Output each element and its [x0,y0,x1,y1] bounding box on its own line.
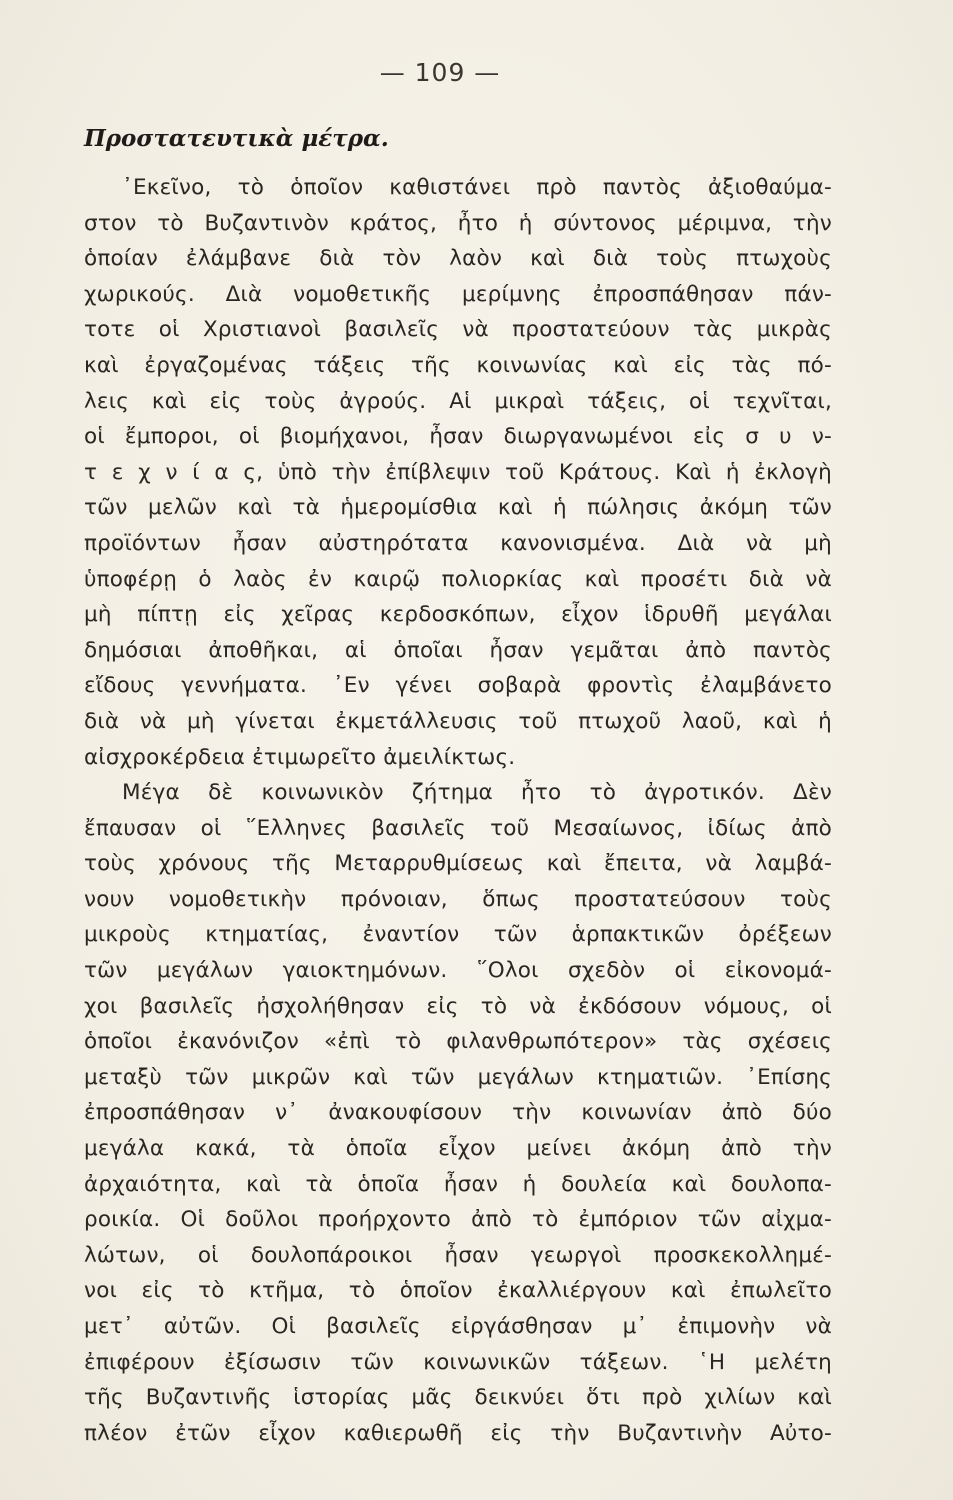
text-line: Μέγα δὲ κοινωνικὸν ζήτημα ἦτο τὸ ἀγροτικόν. Δὲν [122,780,832,806]
text-line: ὁποίαν ἐλάμβανε διὰ τὸν λαὸν καὶ διὰ τοὺς πτωχοὺς [84,246,832,272]
text-line: μεγάλα κακά, τὰ ὁποῖα εἶχον μείνει ἀκόμη ἀπὸ τὴν [84,1136,832,1162]
text-line: χοι βασιλεῖς ἠσχολήθησαν εἰς τὸ νὰ ἐκδόσουν νόμους, οἱ [84,993,832,1019]
text-line: προϊόντων ἦσαν αὐστηρότατα κανονισμένα. Διὰ νὰ μὴ [84,530,832,556]
body-text [84,170,832,1451]
text-line: νουν νομοθετικὴν πρόνοιαν, ὅπως προστατεύσουν τοὺς [84,886,832,912]
section-title: Προστατευτικὰ μέτρα. [84,125,389,152]
page-number: — 109 — [379,58,501,87]
text-line: ὑποφέρῃ ὁ λαὸς ἐν καιρῷ πολιορκίας καὶ προσέτι διὰ νὰ [84,566,832,592]
text-line: ἔπαυσαν οἱ ῞Ελληνες βασιλεῖς τοῦ Μεσαίωνος, ἰδίως ἀπὸ [84,815,832,841]
text-line: μὴ πίπτῃ εἰς χεῖρας κερδοσκόπων, εἶχον ἱδρυθῆ μεγάλαι [84,602,832,628]
text-line: τοὺς χρόνους τῆς Μεταρρυθμίσεως καὶ ἔπειτα, νὰ λαμβά- [84,851,832,877]
text-line: ὁποῖοι ἐκανόνιζον «ἐπὶ τὸ φιλανθρωπότερον» τὰς σχέσεις [84,1029,832,1055]
text-line: ἐπροσπάθησαν ν᾿ ἀνακουφίσουν τὴν κοινωνίαν ἀπὸ δύο [84,1100,832,1126]
text-line: χωρικούς. Διὰ νομοθετικῆς μερίμνης ἐπροσπάθησαν πάν- [84,281,832,307]
text-line: ἀρχαιότητα, καὶ τὰ ὁποῖα ἦσαν ἡ δουλεία καὶ δουλοπα- [84,1171,832,1197]
text-line: πλέον ἐτῶν εἶχον καθιερωθῆ εἰς τὴν Βυζαντινὴν Αὐτο- [84,1420,832,1446]
text-line: οἱ ἔμποροι, οἱ βιομήχανοι, ἦσαν διωργανωμένοι εἰς σ υ ν- [84,424,832,450]
text-line: τοτε οἱ Χριστιανοὶ βασιλεῖς νὰ προστατεύουν τὰς μικρὰς [84,317,832,343]
text-line: τ ε χ ν ί α ς, ὑπὸ τὴν ἐπίβλεψιν τοῦ Κράτους. Καὶ ἡ ἐκλογὴ [84,459,832,485]
text-line: νοι εἰς τὸ κτῆμα, τὸ ὁποῖον ἐκαλλιέργουν καὶ ἐπωλεῖτο [84,1278,832,1304]
text-line: ροικία. Οἱ δοῦλοι προήρχοντο ἀπὸ τὸ ἐμπόριον τῶν αἰχμα- [84,1207,832,1233]
text-line: λεις καὶ εἰς τοὺς ἀγρούς. Αἱ μικραὶ τάξεις, οἱ τεχνῖται, [84,388,832,414]
text-line: λώτων, οἱ δουλοπάροικοι ἦσαν γεωργοὶ προσκεκολλημέ- [84,1242,832,1268]
text-line: ἐπιφέρουν ἐξίσωσιν τῶν κοινωνικῶν τάξεων. ῾Η μελέτη [84,1349,832,1375]
text-line: μεταξὺ τῶν μικρῶν καὶ τῶν μεγάλων κτηματιῶν. ᾿Επίσης [84,1064,832,1090]
text-line: διὰ νὰ μὴ γίνεται ἐκμετάλλευσις τοῦ πτωχοῦ λαοῦ, καὶ ἡ [84,708,832,734]
text-line: καὶ ἐργαζομένας τάξεις τῆς κοινωνίας καὶ εἰς τὰς πό- [84,352,832,378]
text-line: ᾿Εκεῖνο, τὸ ὁποῖον καθιστάνει πρὸ παντὸς ἀξιοθαύμα- [122,175,832,200]
text-line: τῶν μελῶν καὶ τὰ ἡμερομίσθια καὶ ἡ πώλησις ἀκόμη τῶν [84,495,832,521]
text-line: αἰσχροκέρδεια ἐτιμωρεῖτο ἀμειλίκτως. [84,744,516,770]
text-line: τῶν μεγάλων γαιοκτημόνων. ῞Ολοι σχεδὸν οἱ εἰκονομά- [84,958,832,984]
text-line: στον τὸ Βυζαντινὸν κράτος, ἦτο ἡ σύντονος μέριμνα, τὴν [84,210,832,236]
text-line: τῆς Βυζαντινῆς ἱστορίας μᾶς δεικνύει ὅτι πρὸ χιλίων καὶ [84,1385,832,1411]
text-line: μετ᾿ αὐτῶν. Οἱ βασιλεῖς εἰργάσθησαν μ᾿ ἐπιμονὴν νὰ [84,1314,832,1339]
text-line: μικροὺς κτηματίας, ἐναντίον τῶν ἁρπακτικῶν ὀρέξεων [84,922,832,948]
text-line: δημόσιαι ἀποθῆκαι, αἱ ὁποῖαι ἦσαν γεμᾶται ἀπὸ παντὸς [84,637,832,663]
text-line: εἴδους γεννήματα. ᾿Εν γένει σοβαρὰ φροντὶς ἐλαμβάνετο [84,673,832,699]
